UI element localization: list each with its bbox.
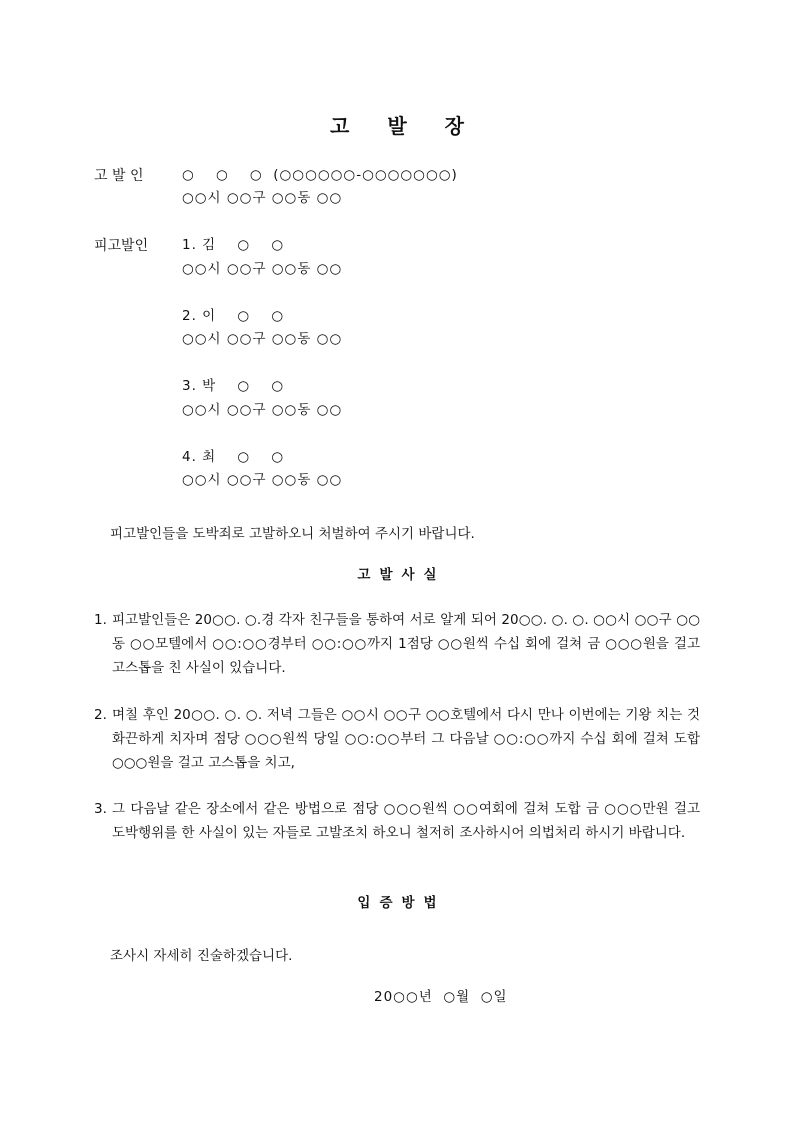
accused-name-2: 2. 이 ○ ○ xyxy=(182,308,285,324)
accused-name-1: 1. 김 ○ ○ xyxy=(182,237,285,253)
accused-name-3: 3. 박 ○ ○ xyxy=(182,378,285,394)
evidence-text: 조사시 자세히 진술하겠습니다. xyxy=(110,948,293,964)
fact-item-1 xyxy=(94,608,700,680)
complainant-name: ○ ○ ○ (○○○○○○-○○○○○○○) xyxy=(182,167,458,183)
fact-text: 그 다음날 같은 장소에서 같은 방법으로 점당 ○○○원씩 ○○여회에 걸쳐 도합 금 ○○○만원 걸고 도박행위를 한 사실이 있는 자들로 고발조치 하오니 철저히 조사하시어 의법처리 하시기 바랍니다. xyxy=(112,801,700,841)
accused-name-4: 4. 최 ○ ○ xyxy=(182,449,285,465)
evidence-heading: 입증방법 xyxy=(357,895,446,911)
fact-number: 2. xyxy=(94,707,107,723)
fact-number: 3. xyxy=(94,801,107,817)
fact-text: 며칠 후인 20○○. ○. ○. 저녁 그들은 ○○시 ○○구 ○○호텔에서 다시 만나 이번에는 기왕 치는 것 화끈하게 치자며 점당 ○○○원씩 당일 ○○:○○부터 그 다음날 ○○:○○까지 수십 회에 걸쳐 도합 ○○○원을 걸고 고스톱을 치고, xyxy=(112,707,700,771)
fact-item-2 xyxy=(94,703,700,775)
fact-number: 1. xyxy=(94,612,107,628)
facts-heading: 고발사실 xyxy=(357,567,446,583)
request-text: 피고발인들을 도박죄로 고발하오니 처벌하여 주시기 바랍니다. xyxy=(110,526,475,542)
accused-address-2: ○○시 ○○구 ○○동 ○○ xyxy=(182,331,343,347)
accused-label: 피고발인 xyxy=(94,238,149,254)
document-date: 20○○년 ○월 ○일 xyxy=(374,989,508,1005)
fact-item-3 xyxy=(94,797,700,845)
accused-address-3: ○○시 ○○구 ○○동 ○○ xyxy=(182,402,343,418)
document-title: 고발장 xyxy=(330,114,502,138)
accused-address-1: ○○시 ○○구 ○○동 ○○ xyxy=(182,261,343,277)
fact-text: 피고발인들은 20○○. ○.경 각자 친구들을 통하여 서로 알게 되어 20○○. ○. ○. ○○시 ○○구 ○○동 ○○모텔에서 ○○:○○경부터 ○○:○○까지 1점당 ○○원씩 수십 회에 걸쳐 금 ○○○원을 걸고 고스톱을 친 사실이 있습니다. xyxy=(112,612,700,676)
accused-address-4: ○○시 ○○구 ○○동 ○○ xyxy=(182,472,343,488)
complainant-label: 고 발 인 xyxy=(94,168,144,184)
complainant-address: ○○시 ○○구 ○○동 ○○ xyxy=(182,190,343,206)
